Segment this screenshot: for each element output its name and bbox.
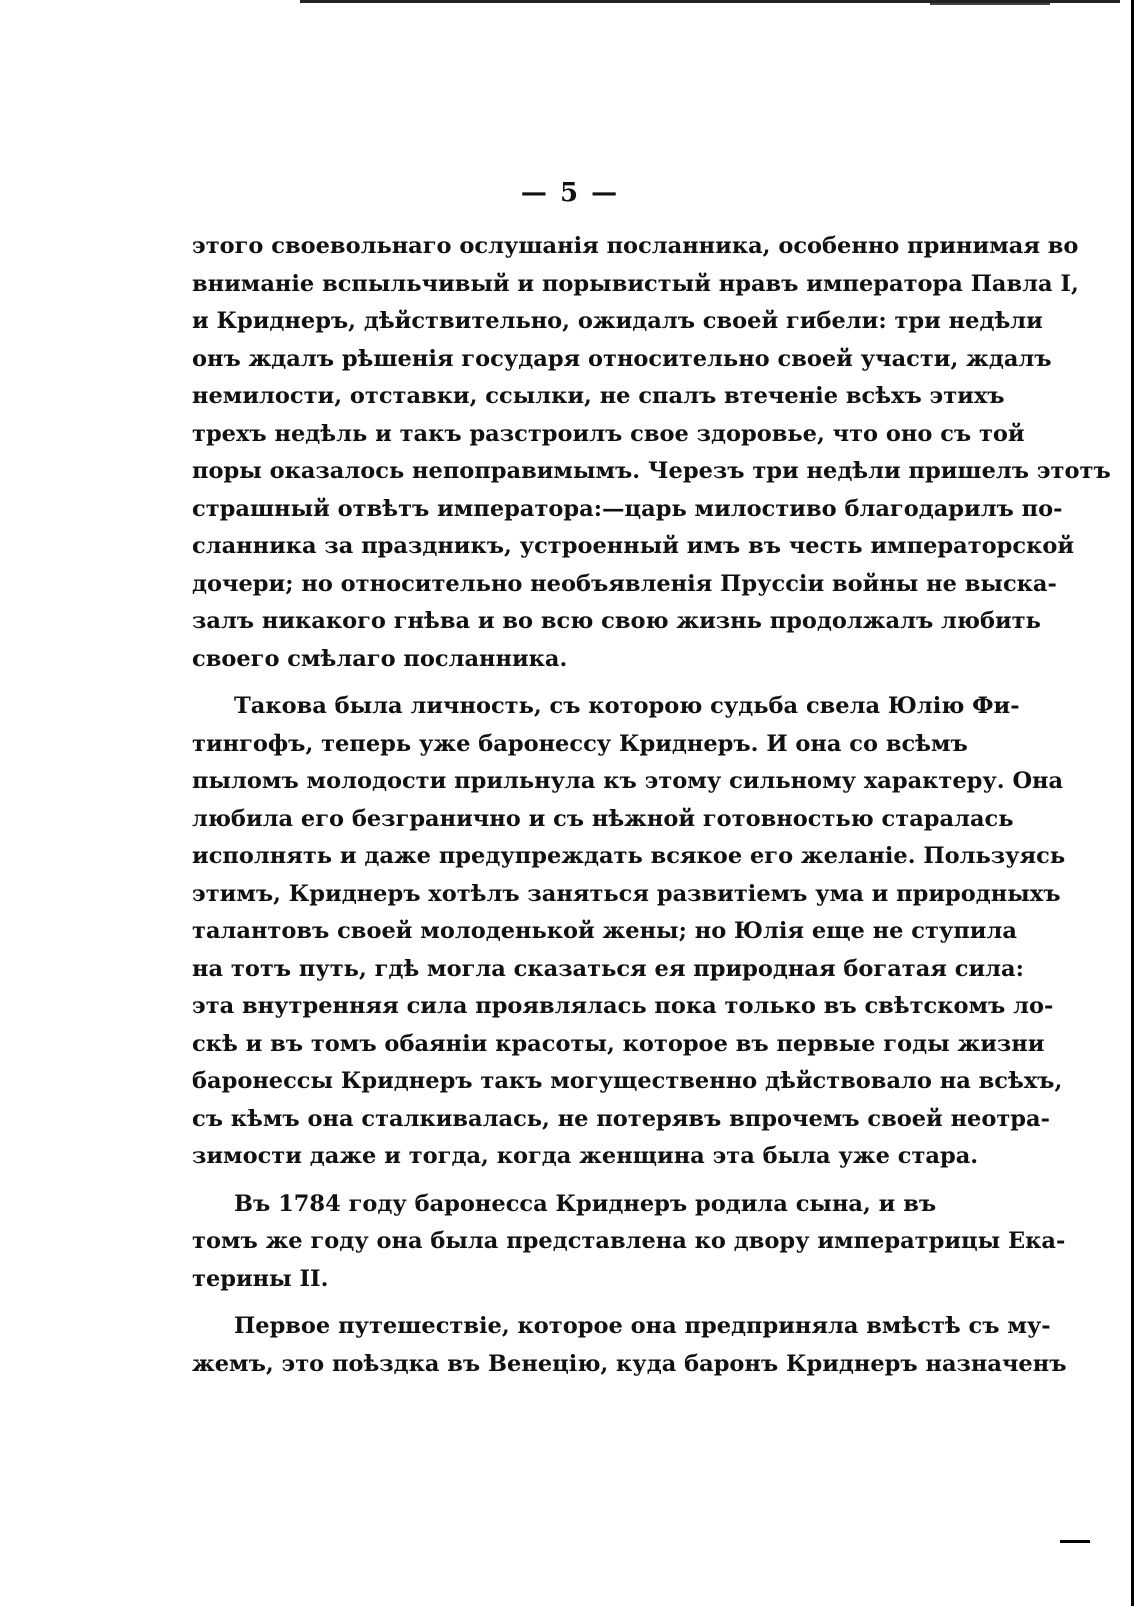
text-line: и Криднеръ, дѣйствительно, ожидалъ своей гибели: три недѣли [192, 308, 1043, 334]
text-line: дочери; но относительно необъявленія Пруссіи войны не выска- [192, 570, 1057, 597]
text-line: томъ же году она была представлена ко двору императрицы Ека- [192, 1228, 1066, 1254]
text-line: баронессы Криднеръ такъ могущественно дѣйствовало на всѣхъ, [192, 1068, 1063, 1094]
body-text [192, 228, 1111, 1393]
text-line: тингофъ, теперь уже баронессу Криднеръ. И она со всѣмъ [192, 730, 968, 757]
text-line: съ кѣмъ она сталкивалась, не потерявъ впрочемъ своей неотра- [192, 1105, 1050, 1132]
text-line: вниманіе вспыльчивый и порывистый нравъ императора Павла I, [192, 270, 1079, 297]
text-line: жемъ, это поѣздка въ Венецію, куда баронъ Криднеръ назначенъ [192, 1350, 1067, 1377]
top-scan-edge-secondary [930, 3, 1050, 5]
text-line: талантовъ своей молоденькой жены; но Юлія еще не ступила [192, 918, 1017, 944]
text-line: любила его безгранично и съ нѣжной готовностью старалась [192, 805, 1014, 832]
text-line: пыломъ молодости прильнула къ этому сильному характеру. Она [192, 768, 1064, 794]
text-line: на тотъ путь, гдѣ могла сказаться ея природная богатая сила: [192, 955, 1024, 982]
paragraph-4 [192, 1308, 1067, 1383]
bottom-scan-mark [1060, 1540, 1090, 1543]
text-line: залъ никакого гнѣва и во всю свою жизнь продолжалъ любить [192, 608, 1041, 634]
text-line: своего смѣлаго посланника. [192, 645, 568, 672]
text-line: зимости даже и тогда, когда женщина эта была уже стара. [192, 1143, 979, 1169]
right-scan-edge [1131, 0, 1134, 1606]
text-line: Первое путешествіе, которое она предприняла вмѣстѣ съ му- [234, 1313, 1051, 1339]
paragraph-3 [192, 1186, 1066, 1299]
text-line: онъ ждалъ рѣшенія государя относительно своей участи, ждалъ [192, 345, 1052, 372]
text-line: этого своевольнаго ослушанія посланника, особенно принимая во [192, 233, 1079, 259]
page-number: — 5 — [520, 178, 620, 208]
text-line: Такова была личность, съ которою судьба свела Юлію Фи- [234, 693, 1020, 719]
text-line: страшный отвѣтъ императора:—царь милостиво благодарилъ по- [192, 495, 1063, 522]
text-line: немилости, отставки, ссылки, не спалъ втеченіе всѣхъ этихъ [192, 383, 1005, 409]
text-line: этимъ, Криднеръ хотѣлъ заняться развитіемъ ума и природныхъ [192, 880, 1061, 907]
text-line: исполнять и даже предупреждать всякое его желаніе. Пользуясь [192, 843, 1066, 869]
text-line: сланника за праздникъ, устроенный имъ въ честь императорской [192, 533, 1075, 559]
text-line: скѣ и въ томъ обаяніи красоты, которое въ первые годы жизни [192, 1030, 1045, 1057]
text-line: трехъ недѣль и такъ разстроилъ свое здоровье, что оно съ той [192, 420, 1025, 447]
text-line: эта внутренняя сила проявлялась пока только въ свѣтскомъ ло- [192, 993, 1054, 1019]
text-line: Въ 1784 году баронесса Криднеръ родила сына, и въ [234, 1190, 937, 1217]
paragraph-1 [192, 228, 1111, 678]
text-line: поры оказалось непоправимымъ. Черезъ три недѣли пришелъ этотъ [192, 458, 1111, 484]
paragraph-2 [192, 688, 1066, 1176]
text-line: терины II. [192, 1265, 329, 1292]
